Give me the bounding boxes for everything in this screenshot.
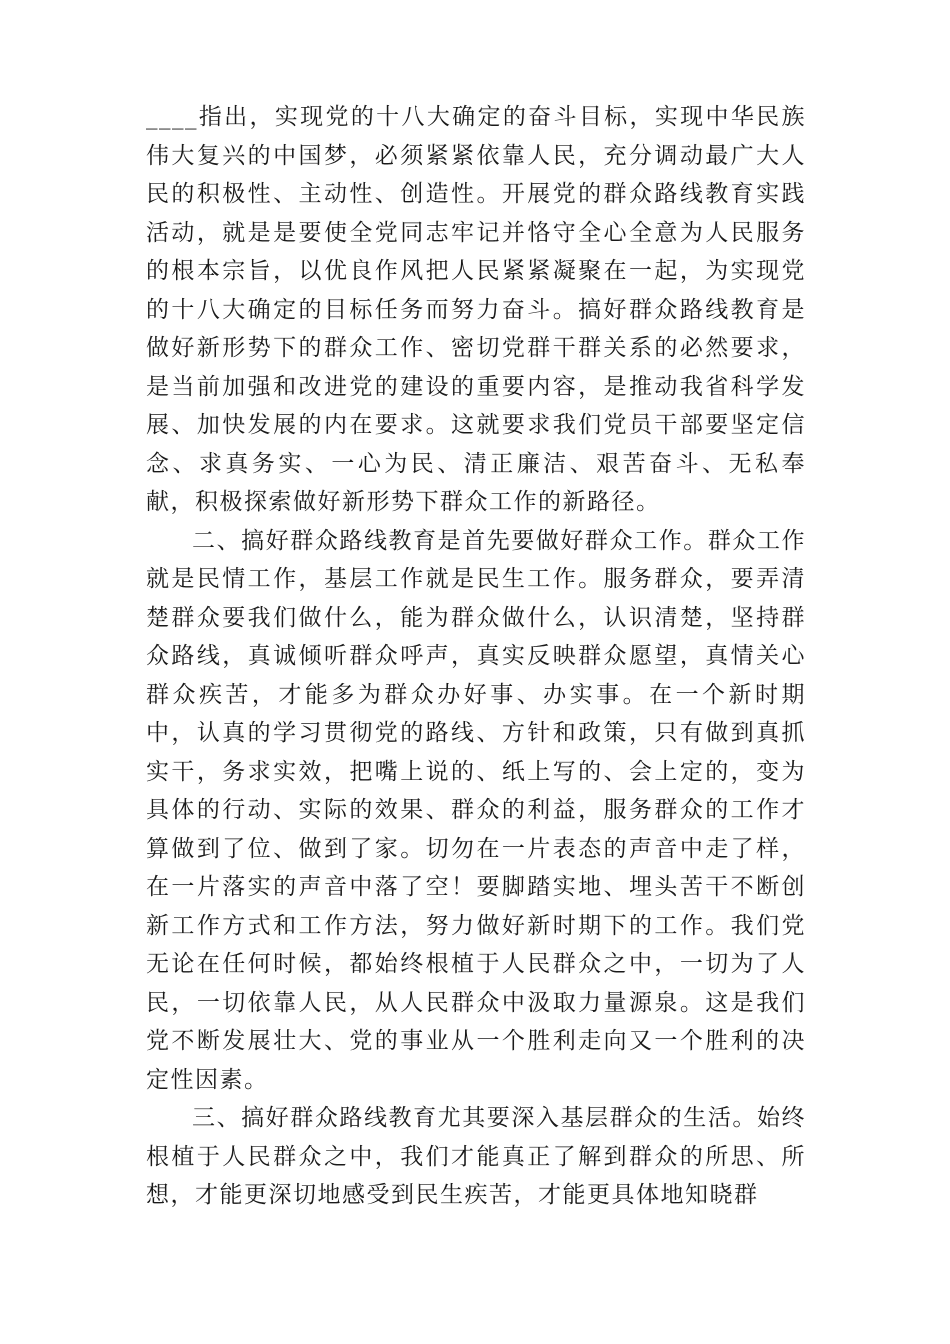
paragraph-2: 二、搞好群众路线教育是首先要做好群众工作。群众工作就是民情工作，基层工作就是民生工作。服务群众，要弄清楚群众要我们做什么，能为群众做什么，认识清楚，坚持群众路线，真诚倾听群众呼声，真实反映群众愿望，真情关心群众疾苦，才能多为群众办好事、办实事。在一个新时期中，认真的学习贯彻党的路线、方针和政策，只有做到真抓实干，务求实效，把嘴上说的、纸上写的、会上定的，变为具体的行动、实际的效果、群众的利益，服务群众的工作才算做到了位、做到了家。切勿在一片表态的声音中走了样，在一片落实的声音中落了空！要脚踏实地、埋头苦干不断创新工作方式和工作方法，努力做好新时期下的工作。我们党无论在任何时候，都始终根植于人民群众之中，一切为了人民，一切依靠人民，从人民群众中汲取力量源泉。这是我们党不断发展壮大、党的事业从一个胜利走向又一个胜利的决定性因素。: [146, 527, 806, 1093]
paragraph-3: 三、搞好群众路线教育尤其要深入基层群众的生活。始终根植于人民群众之中，我们才能真正了解到群众的所思、所想，才能更深切地感受到民生疾苦，才能更具体地知晓群: [146, 1105, 806, 1208]
paragraph-1: ____指出，实现党的十八大确定的奋斗目标，实现中华民族伟大复兴的中国梦，必须紧紧依靠人民，充分调动最广大人民的积极性、主动性、创造性。开展党的群众路线教育实践活动，就是是要使全党同志牢记并恪守全心全意为人民服务的根本宗旨，以优良作风把人民紧紧凝聚在一起，为实现党的十八大确定的目标任务而努力奋斗。搞好群众路线教育是做好新形势下的群众工作、密切党群干群关系的必然要求，是当前加强和改进党的建设的重要内容，是推动我省科学发展、加快发展的内在要求。这就要求我们党员干部要坚定信念、求真务实、一心为民、清正廉洁、艰苦奋斗、无私奉献，积极探索做好新形势下群众工作的新路径。: [146, 104, 806, 515]
document-page: [146, 98, 806, 1215]
